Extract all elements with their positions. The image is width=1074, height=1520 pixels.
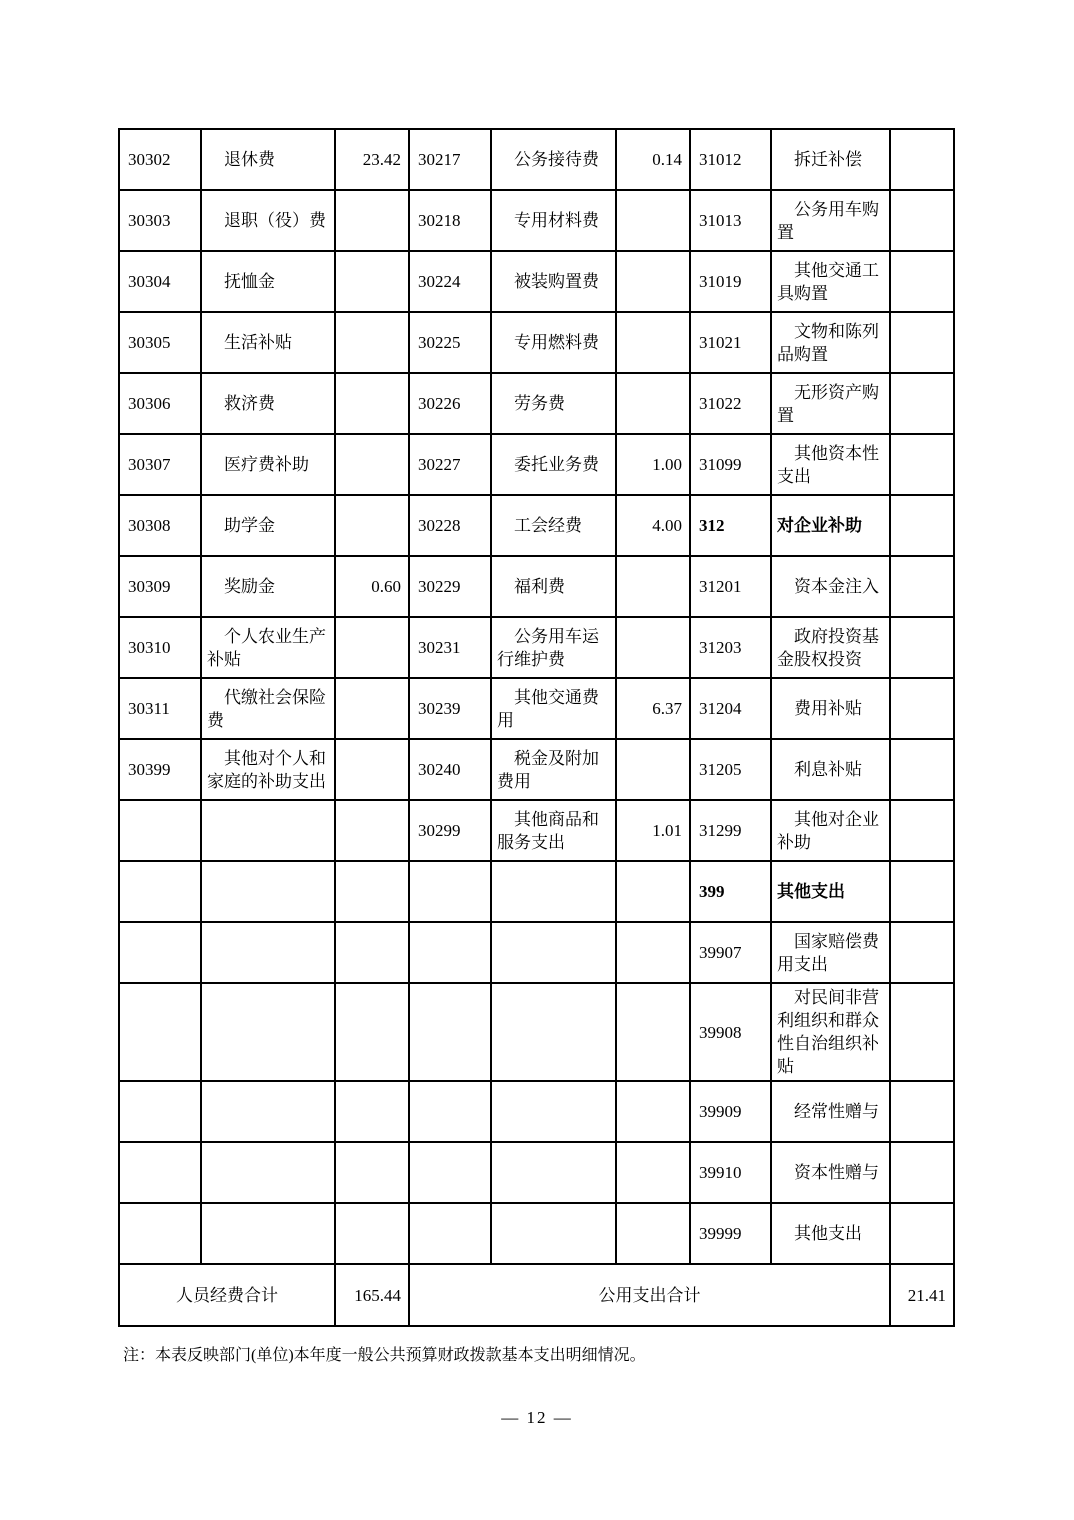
cell-amount (335, 190, 409, 251)
cell-code: 30240 (409, 739, 491, 800)
cell-code: 30225 (409, 312, 491, 373)
cell-amount (616, 922, 690, 983)
cell-code: 30306 (119, 373, 201, 434)
cell-amount (890, 617, 954, 678)
cell-amount (890, 678, 954, 739)
cell-amount (890, 922, 954, 983)
totals-row (119, 1264, 954, 1326)
cell-amount (890, 251, 954, 312)
cell-amount (616, 251, 690, 312)
cell-amount (335, 434, 409, 495)
cell-name: 其他支出 (771, 861, 890, 922)
cell-amount (890, 556, 954, 617)
cell-name (201, 1203, 335, 1264)
cell-amount (616, 312, 690, 373)
table-row (119, 312, 954, 373)
table-row (119, 800, 954, 861)
cell-name: 对民间非营利组织和群众性自治组织补贴 (771, 983, 890, 1081)
cell-code (409, 861, 491, 922)
cell-name (491, 922, 616, 983)
cell-amount (890, 1203, 954, 1264)
cell-code: 30226 (409, 373, 491, 434)
cell-name: 退休费 (201, 129, 335, 190)
cell-amount (890, 1142, 954, 1203)
public-expense-total-label: 公用支出合计 (409, 1264, 890, 1326)
cell-name: 生活补贴 (201, 312, 335, 373)
cell-amount (616, 190, 690, 251)
cell-code: 30224 (409, 251, 491, 312)
cell-name: 个人农业生产补贴 (201, 617, 335, 678)
cell-code: 30231 (409, 617, 491, 678)
cell-code (119, 1142, 201, 1203)
cell-amount (890, 983, 954, 1081)
cell-amount: 4.00 (616, 495, 690, 556)
cell-name (491, 983, 616, 1081)
cell-amount (890, 190, 954, 251)
cell-name: 税金及附加费用 (491, 739, 616, 800)
cell-amount: 0.60 (335, 556, 409, 617)
cell-code (409, 1142, 491, 1203)
cell-name: 对企业补助 (771, 495, 890, 556)
cell-code: 31201 (690, 556, 771, 617)
cell-code: 30239 (409, 678, 491, 739)
cell-name: 专用材料费 (491, 190, 616, 251)
personnel-total-value: 165.44 (335, 1264, 409, 1326)
cell-name: 抚恤金 (201, 251, 335, 312)
cell-code: 30228 (409, 495, 491, 556)
table-row (119, 434, 954, 495)
cell-code (409, 983, 491, 1081)
cell-code: 39910 (690, 1142, 771, 1203)
table-row (119, 1142, 954, 1203)
cell-amount (335, 739, 409, 800)
cell-code: 30311 (119, 678, 201, 739)
cell-code: 399 (690, 861, 771, 922)
cell-amount (890, 373, 954, 434)
cell-name: 退职（役）费 (201, 190, 335, 251)
cell-code: 31019 (690, 251, 771, 312)
cell-code: 30302 (119, 129, 201, 190)
cell-amount (890, 800, 954, 861)
cell-name (201, 983, 335, 1081)
table-row (119, 251, 954, 312)
budget-detail-table-container (118, 128, 955, 1327)
cell-code: 39909 (690, 1081, 771, 1142)
cell-name: 资本性赠与 (771, 1142, 890, 1203)
table-row (119, 678, 954, 739)
cell-amount (890, 495, 954, 556)
cell-amount (616, 556, 690, 617)
cell-code: 39999 (690, 1203, 771, 1264)
cell-name: 被装购置费 (491, 251, 616, 312)
cell-code: 31299 (690, 800, 771, 861)
cell-name: 其他商品和服务支出 (491, 800, 616, 861)
cell-name: 其他支出 (771, 1203, 890, 1264)
table-row (119, 983, 954, 1081)
cell-amount (335, 983, 409, 1081)
cell-name (491, 1081, 616, 1142)
table-row (119, 190, 954, 251)
cell-code: 31022 (690, 373, 771, 434)
table-row (119, 922, 954, 983)
cell-amount (335, 800, 409, 861)
cell-code (119, 861, 201, 922)
public-expense-total-value: 21.41 (890, 1264, 954, 1326)
cell-code: 30399 (119, 739, 201, 800)
cell-code: 39907 (690, 922, 771, 983)
cell-name (201, 861, 335, 922)
cell-code: 31012 (690, 129, 771, 190)
cell-name: 助学金 (201, 495, 335, 556)
cell-code: 31204 (690, 678, 771, 739)
cell-amount (890, 1081, 954, 1142)
cell-name (491, 1203, 616, 1264)
cell-name: 工会经费 (491, 495, 616, 556)
cell-amount (335, 922, 409, 983)
cell-name: 救济费 (201, 373, 335, 434)
cell-code (409, 1203, 491, 1264)
table-row (119, 556, 954, 617)
cell-name (201, 1081, 335, 1142)
cell-amount: 6.37 (616, 678, 690, 739)
cell-code: 30229 (409, 556, 491, 617)
cell-code (119, 922, 201, 983)
cell-code: 31099 (690, 434, 771, 495)
cell-code: 39908 (690, 983, 771, 1081)
table-row (119, 373, 954, 434)
cell-amount (335, 312, 409, 373)
table-row (119, 495, 954, 556)
cell-code: 30217 (409, 129, 491, 190)
cell-code: 30218 (409, 190, 491, 251)
cell-name: 公务接待费 (491, 129, 616, 190)
cell-amount (335, 251, 409, 312)
cell-name: 经常性赠与 (771, 1081, 890, 1142)
cell-name: 其他对个人和家庭的补助支出 (201, 739, 335, 800)
page-number: — 12 — (501, 1408, 573, 1427)
budget-detail-table (118, 128, 955, 1327)
cell-name: 资本金注入 (771, 556, 890, 617)
cell-code: 30305 (119, 312, 201, 373)
cell-amount (335, 1142, 409, 1203)
table-row (119, 617, 954, 678)
cell-amount (616, 1142, 690, 1203)
cell-amount (890, 434, 954, 495)
cell-name: 文物和陈列品购置 (771, 312, 890, 373)
cell-amount (890, 129, 954, 190)
cell-name (201, 922, 335, 983)
cell-name (201, 1142, 335, 1203)
cell-code: 31203 (690, 617, 771, 678)
cell-name: 公务用车购置 (771, 190, 890, 251)
cell-code: 31013 (690, 190, 771, 251)
cell-code (409, 922, 491, 983)
cell-name: 政府投资基金股权投资 (771, 617, 890, 678)
cell-name: 费用补贴 (771, 678, 890, 739)
cell-code (119, 800, 201, 861)
cell-amount (890, 739, 954, 800)
cell-amount (616, 861, 690, 922)
cell-name (201, 800, 335, 861)
cell-amount (616, 617, 690, 678)
cell-amount (335, 1203, 409, 1264)
cell-code: 312 (690, 495, 771, 556)
cell-amount (616, 983, 690, 1081)
cell-amount (616, 373, 690, 434)
cell-amount (335, 495, 409, 556)
cell-name (491, 861, 616, 922)
cell-name: 国家赔偿费用支出 (771, 922, 890, 983)
cell-code (119, 1203, 201, 1264)
cell-name: 其他对企业补助 (771, 800, 890, 861)
cell-code: 31205 (690, 739, 771, 800)
cell-code: 30307 (119, 434, 201, 495)
cell-name: 代缴社会保险费 (201, 678, 335, 739)
cell-code: 30299 (409, 800, 491, 861)
cell-code: 30310 (119, 617, 201, 678)
cell-amount (616, 1203, 690, 1264)
cell-name: 拆迁补偿 (771, 129, 890, 190)
cell-code (409, 1081, 491, 1142)
cell-code: 30309 (119, 556, 201, 617)
cell-amount (335, 617, 409, 678)
cell-name: 劳务费 (491, 373, 616, 434)
table-row (119, 129, 954, 190)
cell-amount (335, 678, 409, 739)
cell-name: 其他交通工具购置 (771, 251, 890, 312)
cell-amount (890, 312, 954, 373)
cell-name: 奖励金 (201, 556, 335, 617)
cell-name (491, 1142, 616, 1203)
cell-amount (890, 861, 954, 922)
cell-amount: 1.00 (616, 434, 690, 495)
cell-name: 专用燃料费 (491, 312, 616, 373)
cell-amount (335, 1081, 409, 1142)
cell-amount (616, 1081, 690, 1142)
cell-code (119, 1081, 201, 1142)
cell-amount: 0.14 (616, 129, 690, 190)
table-row (119, 861, 954, 922)
cell-name: 公务用车运行维护费 (491, 617, 616, 678)
budget-table-body (119, 129, 954, 1264)
cell-name: 福利费 (491, 556, 616, 617)
cell-code: 30227 (409, 434, 491, 495)
table-row (119, 1203, 954, 1264)
cell-name: 医疗费补助 (201, 434, 335, 495)
cell-code: 30304 (119, 251, 201, 312)
table-footnote: 注：本表反映部门(单位)本年度一般公共预算财政拨款基本支出明细情况。 (123, 1347, 646, 1364)
cell-name: 委托业务费 (491, 434, 616, 495)
cell-name: 其他资本性支出 (771, 434, 890, 495)
cell-amount (335, 861, 409, 922)
cell-name: 无形资产购置 (771, 373, 890, 434)
cell-name: 其他交通费用 (491, 678, 616, 739)
cell-code (119, 983, 201, 1081)
cell-amount: 23.42 (335, 129, 409, 190)
cell-code: 30303 (119, 190, 201, 251)
cell-code: 30308 (119, 495, 201, 556)
cell-name: 利息补贴 (771, 739, 890, 800)
cell-amount (335, 373, 409, 434)
cell-amount (616, 739, 690, 800)
cell-amount: 1.01 (616, 800, 690, 861)
table-row (119, 1081, 954, 1142)
personnel-total-label: 人员经费合计 (119, 1264, 335, 1326)
table-row (119, 739, 954, 800)
cell-code: 31021 (690, 312, 771, 373)
